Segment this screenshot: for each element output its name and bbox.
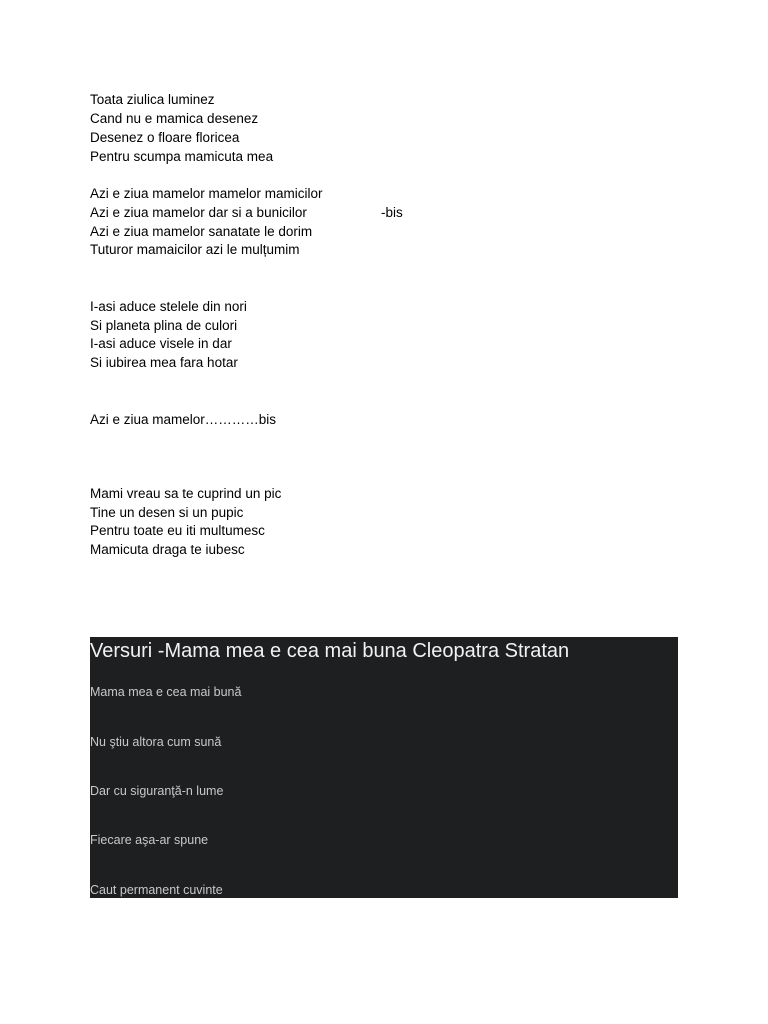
repeat-mark: -bis <box>381 205 403 220</box>
dark-lyric-line: Caut permanent cuvinte <box>90 883 223 897</box>
lyric-line: Tuturor mamaicilor azi le mulțumim <box>90 242 300 257</box>
lyric-line: I-asi aduce visele in dar <box>90 336 232 351</box>
lyric-line: Pentru toate eu iti multumesc <box>90 523 265 538</box>
lyric-line: Pentru scumpa mamicuta mea <box>90 149 274 164</box>
dark-lyric-line: Fiecare aşa-ar spune <box>90 833 209 847</box>
dark-lyric-line: Mama mea e cea mai bună <box>90 685 242 699</box>
lyric-line: Azi e ziua mamelor dar si a bunicilor <box>90 205 307 220</box>
dark-lyrics-block <box>90 637 678 898</box>
lyric-line: I-asi aduce stelele din nori <box>90 299 247 314</box>
lyric-line: Azi e ziua mamelor sanatate le dorim <box>90 224 313 239</box>
dark-lyric-line: Nu ştiu altora cum sună <box>90 735 222 749</box>
lyric-line: Cand nu e mamica desenez <box>90 111 259 126</box>
lyric-line: Si planeta plina de culori <box>90 318 238 333</box>
lyric-line: Si iubirea mea fara hotar <box>90 355 238 370</box>
lyric-line: Toata ziulica luminez <box>90 92 215 107</box>
lyric-line: Mami vreau sa te cuprind un pic <box>90 486 282 501</box>
dark-lyric-line: Dar cu siguranţă-n lume <box>90 784 224 798</box>
lyric-line: Azi e ziua mamelor mamelor mamicilor <box>90 186 323 201</box>
chorus-short-line: Azi e ziua mamelor…………bis <box>90 412 277 427</box>
lyric-line: Desenez o floare floricea <box>90 130 240 145</box>
lyric-line: Mamicuta draga te iubesc <box>90 542 245 557</box>
dark-block-title: Versuri -Mama mea e cea mai buna Cleopatra Stratan <box>90 640 570 662</box>
lyric-line: Tine un desen si un pupic <box>90 505 244 520</box>
